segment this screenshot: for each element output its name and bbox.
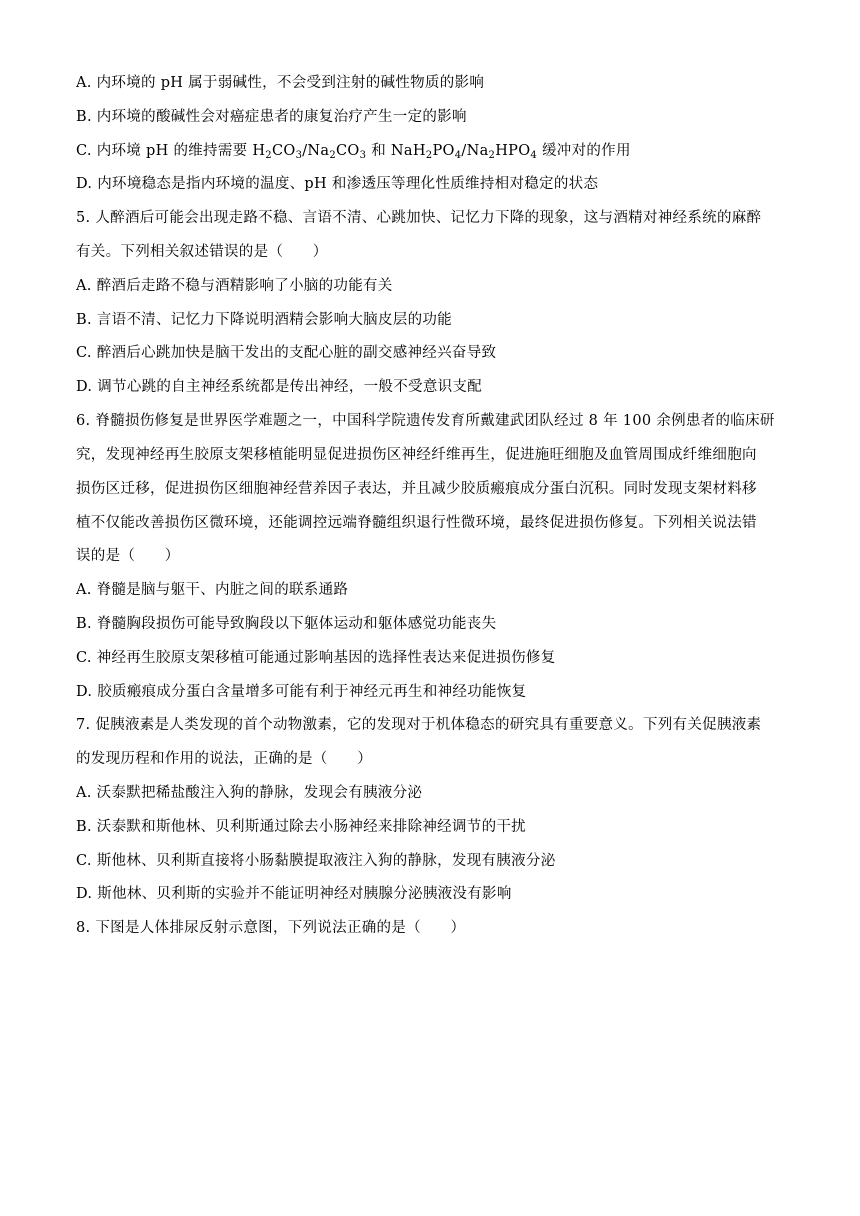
q7-option-a: A. 沃泰默把稀盐酸注入狗的静脉，发现会有胰液分泌	[76, 785, 423, 801]
subscript: 4	[530, 150, 538, 160]
q7-stem-line-1: 7. 促胰液素是人类发现的首个动物激素，它的发现对于机体稳态的研究具有重要意义。下列有关促胰液素	[76, 717, 762, 733]
subscript: 2	[329, 150, 337, 160]
q5-stem-line-2: 有关。下列相关叙述错误的是（ ）	[76, 244, 328, 260]
subscript: 3	[359, 150, 367, 160]
q5-option-b: B. 言语不清、记忆力下降说明酒精会影响大脑皮层的功能	[76, 312, 452, 328]
q4-option-c	[76, 142, 788, 160]
q6-stem-line-5: 误的是（ ）	[76, 548, 180, 564]
subscript: 3	[295, 150, 303, 160]
q8-stem-line-1: 8. 下图是人体排尿反射示意图，下列说法正确的是（ ）	[76, 920, 466, 936]
subscript: 4	[454, 150, 462, 160]
formula-part: /Na	[302, 143, 330, 159]
formula-part: 缓冲对的作用	[537, 143, 631, 159]
q7-stem-line-2: 的发现历程和作用的说法，正确的是（ ）	[76, 751, 372, 767]
q7-option-b: B. 沃泰默和斯他林、贝利斯通过除去小肠神经来排除神经调节的干扰	[76, 819, 526, 835]
q6-stem-line-3: 损伤区迁移，促进损伤区细胞神经营养因子表达，并且减少胶质瘢痕成分蛋白沉积。同时发现支架材料移	[76, 481, 757, 497]
q6-stem-line-4: 植不仅能改善损伤区微环境，还能调控远端脊髓组织退行性微环境，最终促进损伤修复。下列相关说法错	[76, 515, 757, 531]
q5-option-d: D. 调节心跳的自主神经系统都是传出神经，一般不受意识支配	[76, 379, 483, 395]
q4-option-a: A. 内环境的 pH 属于弱碱性，不会受到注射的碱性物质的影响	[76, 75, 485, 91]
q7-option-d: D. 斯他林、贝利斯的实验并不能证明神经对胰腺分泌胰液没有影响	[76, 886, 512, 902]
formula-part: CO	[271, 143, 296, 159]
q5-option-c: C. 醉酒后心跳加快是脑干发出的支配心脏的副交感神经兴奋导致	[76, 345, 497, 361]
subscript: 2	[265, 150, 272, 160]
q4-option-c-prefix: C. 内环境 pH 的维持需要 H	[76, 143, 266, 159]
formula-part: HPO	[495, 143, 531, 159]
q7-option-c: C. 斯他林、贝利斯直接将小肠黏膜提取液注入狗的静脉，发现有胰液分泌	[76, 853, 556, 869]
q4-option-b: B. 内环境的酸碱性会对癌症患者的康复治疗产生一定的影响	[76, 109, 467, 125]
q6-stem-line-2: 究，发现神经再生胶原支架移植能明显促进损伤区神经纤维再生，促进施旺细胞及血管周围成纤维细胞向	[76, 447, 757, 463]
formula-part: CO	[336, 143, 360, 159]
q5-stem-line-1: 5. 人醉酒后可能会出现走路不稳、言语不清、心跳加快、记忆力下降的现象，这与酒精对神经系统的麻醉	[76, 210, 762, 226]
q4-option-d: D. 内环境稳态是指内环境的温度、pH 和渗透压等理化性质维持相对稳定的状态	[76, 176, 599, 192]
subscript: 2	[488, 150, 496, 160]
q6-option-a: A. 脊髓是脑与躯干、内脏之间的联系通路	[76, 582, 349, 598]
q6-option-c: C. 神经再生胶原支架移植可能通过影响基因的选择性表达来促进损伤修复	[76, 650, 556, 666]
q6-stem-line-1: 6. 脊髓损伤修复是世界医学难题之一，中国科学院遗传发育所戴建武团队经过 8 年 100 余例患者的临床研	[76, 413, 775, 429]
formula-part: /Na	[461, 143, 489, 159]
q6-option-b: B. 脊髓胸段损伤可能导致胸段以下躯体运动和躯体感觉功能丧失	[76, 616, 497, 632]
q6-option-d: D. 胶质瘢痕成分蛋白含量增多可能有利于神经元再生和神经功能恢复	[76, 684, 527, 700]
formula-part: 和 NaH	[366, 143, 426, 159]
subscript: 2	[425, 150, 433, 160]
q5-option-a: A. 醉酒后走路不稳与酒精影响了小脑的功能有关	[76, 278, 393, 294]
formula-part: PO	[432, 143, 455, 159]
